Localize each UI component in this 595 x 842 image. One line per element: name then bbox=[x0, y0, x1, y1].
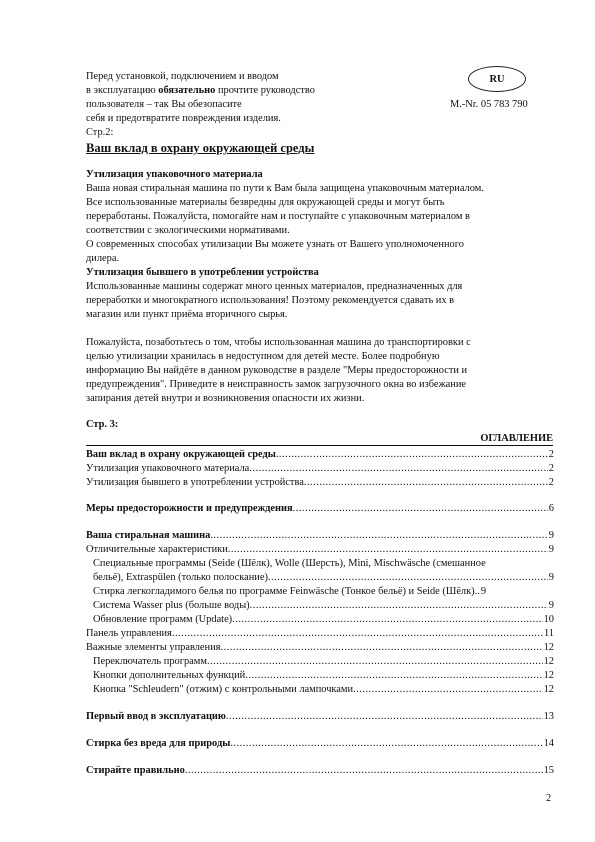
toc-entry-page: 15 bbox=[543, 765, 554, 776]
toc-entry bbox=[86, 711, 554, 725]
disposal-line-2: переработки и многократного использования! Поэтому рекомендуется сдавать их в bbox=[86, 295, 455, 306]
disposal-line-1: Использованные машины содержат много ценных материалов, предназначенных для bbox=[86, 281, 463, 292]
intro-emphasis: обязательно bbox=[158, 85, 216, 96]
toc-entry bbox=[86, 503, 554, 517]
toc-entry-label: Стирка без вреда для природы bbox=[86, 738, 231, 749]
intro-line-3: пользователя – так Вы обезопасите bbox=[86, 99, 242, 110]
toc-leader-dots bbox=[226, 711, 543, 722]
toc-entry-page: 2 bbox=[548, 463, 554, 474]
toc-entry-label: Утилизация бывшего в употреблении устройства bbox=[86, 477, 304, 488]
toc-entry-label: Специальные программы (Seide (Шёлк), Wolle (Шерсть), Mini, Mischwäsche (смешанное bbox=[93, 558, 486, 569]
toc-entry bbox=[86, 544, 554, 558]
toc-entry-page: 10 bbox=[543, 614, 554, 625]
packaging-line-3: переработаны. Пожалуйста, помогайте нам и поступайте с упаковочным материалом в bbox=[86, 211, 470, 222]
packaging-line-6: дилера. bbox=[86, 253, 120, 264]
packaging-heading: Утилизация упаковочного материала bbox=[86, 169, 263, 180]
toc-entry-page: 2 bbox=[548, 477, 554, 488]
toc-entry bbox=[93, 558, 554, 572]
toc-entry-label: Система Wasser plus (больше воды) bbox=[93, 600, 250, 611]
toc-entry-label: Кнопка "Schleudern" (отжим) с контрольными лампочками bbox=[93, 684, 354, 695]
model-number: M.-Nr. 05 783 790 bbox=[450, 99, 528, 110]
toc-entry-label: Утилизация упаковочного материала bbox=[86, 463, 250, 474]
toc-entry bbox=[86, 477, 554, 491]
toc-entry-page: 9 bbox=[548, 530, 554, 541]
toc-entry bbox=[86, 628, 554, 642]
toc-entry-page: 13 bbox=[543, 711, 554, 722]
toc-entry-page: 14 bbox=[543, 738, 554, 749]
warning-line-1: Пожалуйста, позаботьтесь о том, чтобы использованная машина до транспортировки с bbox=[86, 337, 471, 348]
toc-entry-label: бельё), Extraspülen (только полоскание) bbox=[93, 572, 268, 583]
toc-leader-dots bbox=[353, 684, 543, 695]
toc-entry-page: 9 bbox=[480, 586, 487, 597]
toc-entry-page: 6 bbox=[548, 503, 554, 514]
toc-leader-dots bbox=[268, 572, 548, 583]
toc-entry-page: 11 bbox=[543, 628, 554, 639]
toc-entry-label: Панель управления bbox=[86, 628, 172, 639]
toc-entry bbox=[86, 642, 554, 656]
warning-line-3: информацию Вы найдёте в данном руководстве в разделе "Меры предосторожности и bbox=[86, 365, 468, 376]
toc-leader-dots bbox=[276, 449, 548, 460]
toc-entry bbox=[93, 600, 554, 614]
toc-entry bbox=[86, 530, 554, 544]
toc-entry bbox=[93, 656, 554, 670]
toc-entry-page: 12 bbox=[543, 642, 554, 653]
toc-title: ОГЛАВЛЕНИЕ bbox=[86, 432, 553, 446]
toc-entry-label: Стирка легкогладимого белья по программе Feinwäsche (Тонкое бельё) и Seide (Шёлк).. bbox=[93, 586, 480, 597]
disposal-line-3: магазин или пункт приёма вторичного сырья. bbox=[86, 309, 288, 320]
intro-line-4: себя и предотвратите повреждения изделия. bbox=[86, 113, 281, 124]
page-number: 2 bbox=[546, 793, 552, 804]
warning-line-4: предупреждения". Приведите в неисправность замок загрузочного окна во избежание bbox=[86, 379, 467, 390]
toc-leader-dots bbox=[249, 463, 548, 474]
toc-entry-label: Кнопки дополнительных функций bbox=[93, 670, 246, 681]
toc-entry bbox=[93, 670, 554, 684]
toc-entry-label: Переключатель программ bbox=[93, 656, 207, 667]
toc-leader-dots bbox=[293, 503, 548, 514]
disposal-heading: Утилизация бывшего в употреблении устройства bbox=[86, 267, 319, 278]
toc-entry-label: Первый ввод в эксплуатацию bbox=[86, 711, 226, 722]
intro-line-2-c: прочтите руководство bbox=[215, 85, 315, 96]
toc-leader-dots bbox=[185, 765, 543, 776]
toc-entry bbox=[86, 463, 554, 477]
toc-entry-page: 9 bbox=[548, 600, 554, 611]
toc-entry-label: Обновление программ (Update) bbox=[93, 614, 233, 625]
language-badge-text: RU bbox=[489, 73, 505, 85]
toc-entry bbox=[93, 614, 554, 628]
toc-leader-dots bbox=[207, 656, 543, 667]
toc-entry bbox=[93, 586, 554, 600]
toc-entry-label: Меры предосторожности и предупреждения bbox=[86, 503, 293, 514]
toc-leader-dots bbox=[232, 614, 542, 625]
toc-entry bbox=[86, 738, 554, 752]
packaging-line-5: О современных способах утилизации Вы можете узнать от Вашего уполномоченного bbox=[86, 239, 464, 250]
toc-entry-label: Ваш вклад в охрану окружающей среды bbox=[86, 449, 276, 460]
toc-entry-page: 9 bbox=[548, 544, 554, 555]
warning-line-2: целью утилизации хранилась в недоступном для детей месте. Более подробную bbox=[86, 351, 440, 362]
toc-entry-label: Отличительные характеристики bbox=[86, 544, 228, 555]
toc-leader-dots bbox=[245, 670, 542, 681]
packaging-line-2: Все использованные материалы безвредны для окружающей среды и могут быть bbox=[86, 197, 445, 208]
toc-entry-page: 12 bbox=[543, 656, 554, 667]
toc-entry-label: Стирайте правильно bbox=[86, 765, 185, 776]
toc-leader-dots bbox=[210, 530, 547, 541]
intro-line-1: Перед установкой, подключением и вводом bbox=[86, 71, 279, 82]
toc-entry-page: 2 bbox=[548, 449, 554, 460]
toc-leader-dots bbox=[250, 600, 548, 611]
toc-entry-label: Важные элементы управления bbox=[86, 642, 221, 653]
warning-line-5: запирания детей внутри и возникновения опасности их жизни. bbox=[86, 393, 365, 404]
toc-entry bbox=[93, 572, 554, 586]
toc-leader-dots bbox=[172, 628, 543, 639]
section-title: Ваш вклад в охрану окружающей среды bbox=[86, 141, 315, 155]
toc-entry-page: 12 bbox=[543, 684, 554, 695]
toc-leader-dots bbox=[304, 477, 548, 488]
toc-entry-page: 12 bbox=[543, 670, 554, 681]
toc-entry-label: Ваша стиральная машина bbox=[86, 530, 211, 541]
intro-line-5: Стр.2: bbox=[86, 127, 114, 138]
toc-entry bbox=[86, 449, 554, 463]
language-badge bbox=[468, 66, 526, 92]
toc-leader-dots bbox=[230, 738, 542, 749]
packaging-line-1: Ваша новая стиральная машина по пути к Вам была защищена упаковочным материалом. bbox=[86, 183, 484, 194]
toc-leader-dots bbox=[228, 544, 548, 555]
intro-line-2-a: в эксплуатацию bbox=[86, 85, 159, 96]
packaging-line-4: соответствии с экологическими нормативами. bbox=[86, 225, 290, 236]
toc-entry bbox=[86, 765, 554, 779]
intro-line-2 bbox=[86, 84, 315, 98]
toc-entry bbox=[93, 684, 554, 698]
toc-entry-page: 9 bbox=[548, 572, 554, 583]
toc-leader-dots bbox=[220, 642, 542, 653]
page3-label: Стр. 3: bbox=[86, 419, 119, 430]
